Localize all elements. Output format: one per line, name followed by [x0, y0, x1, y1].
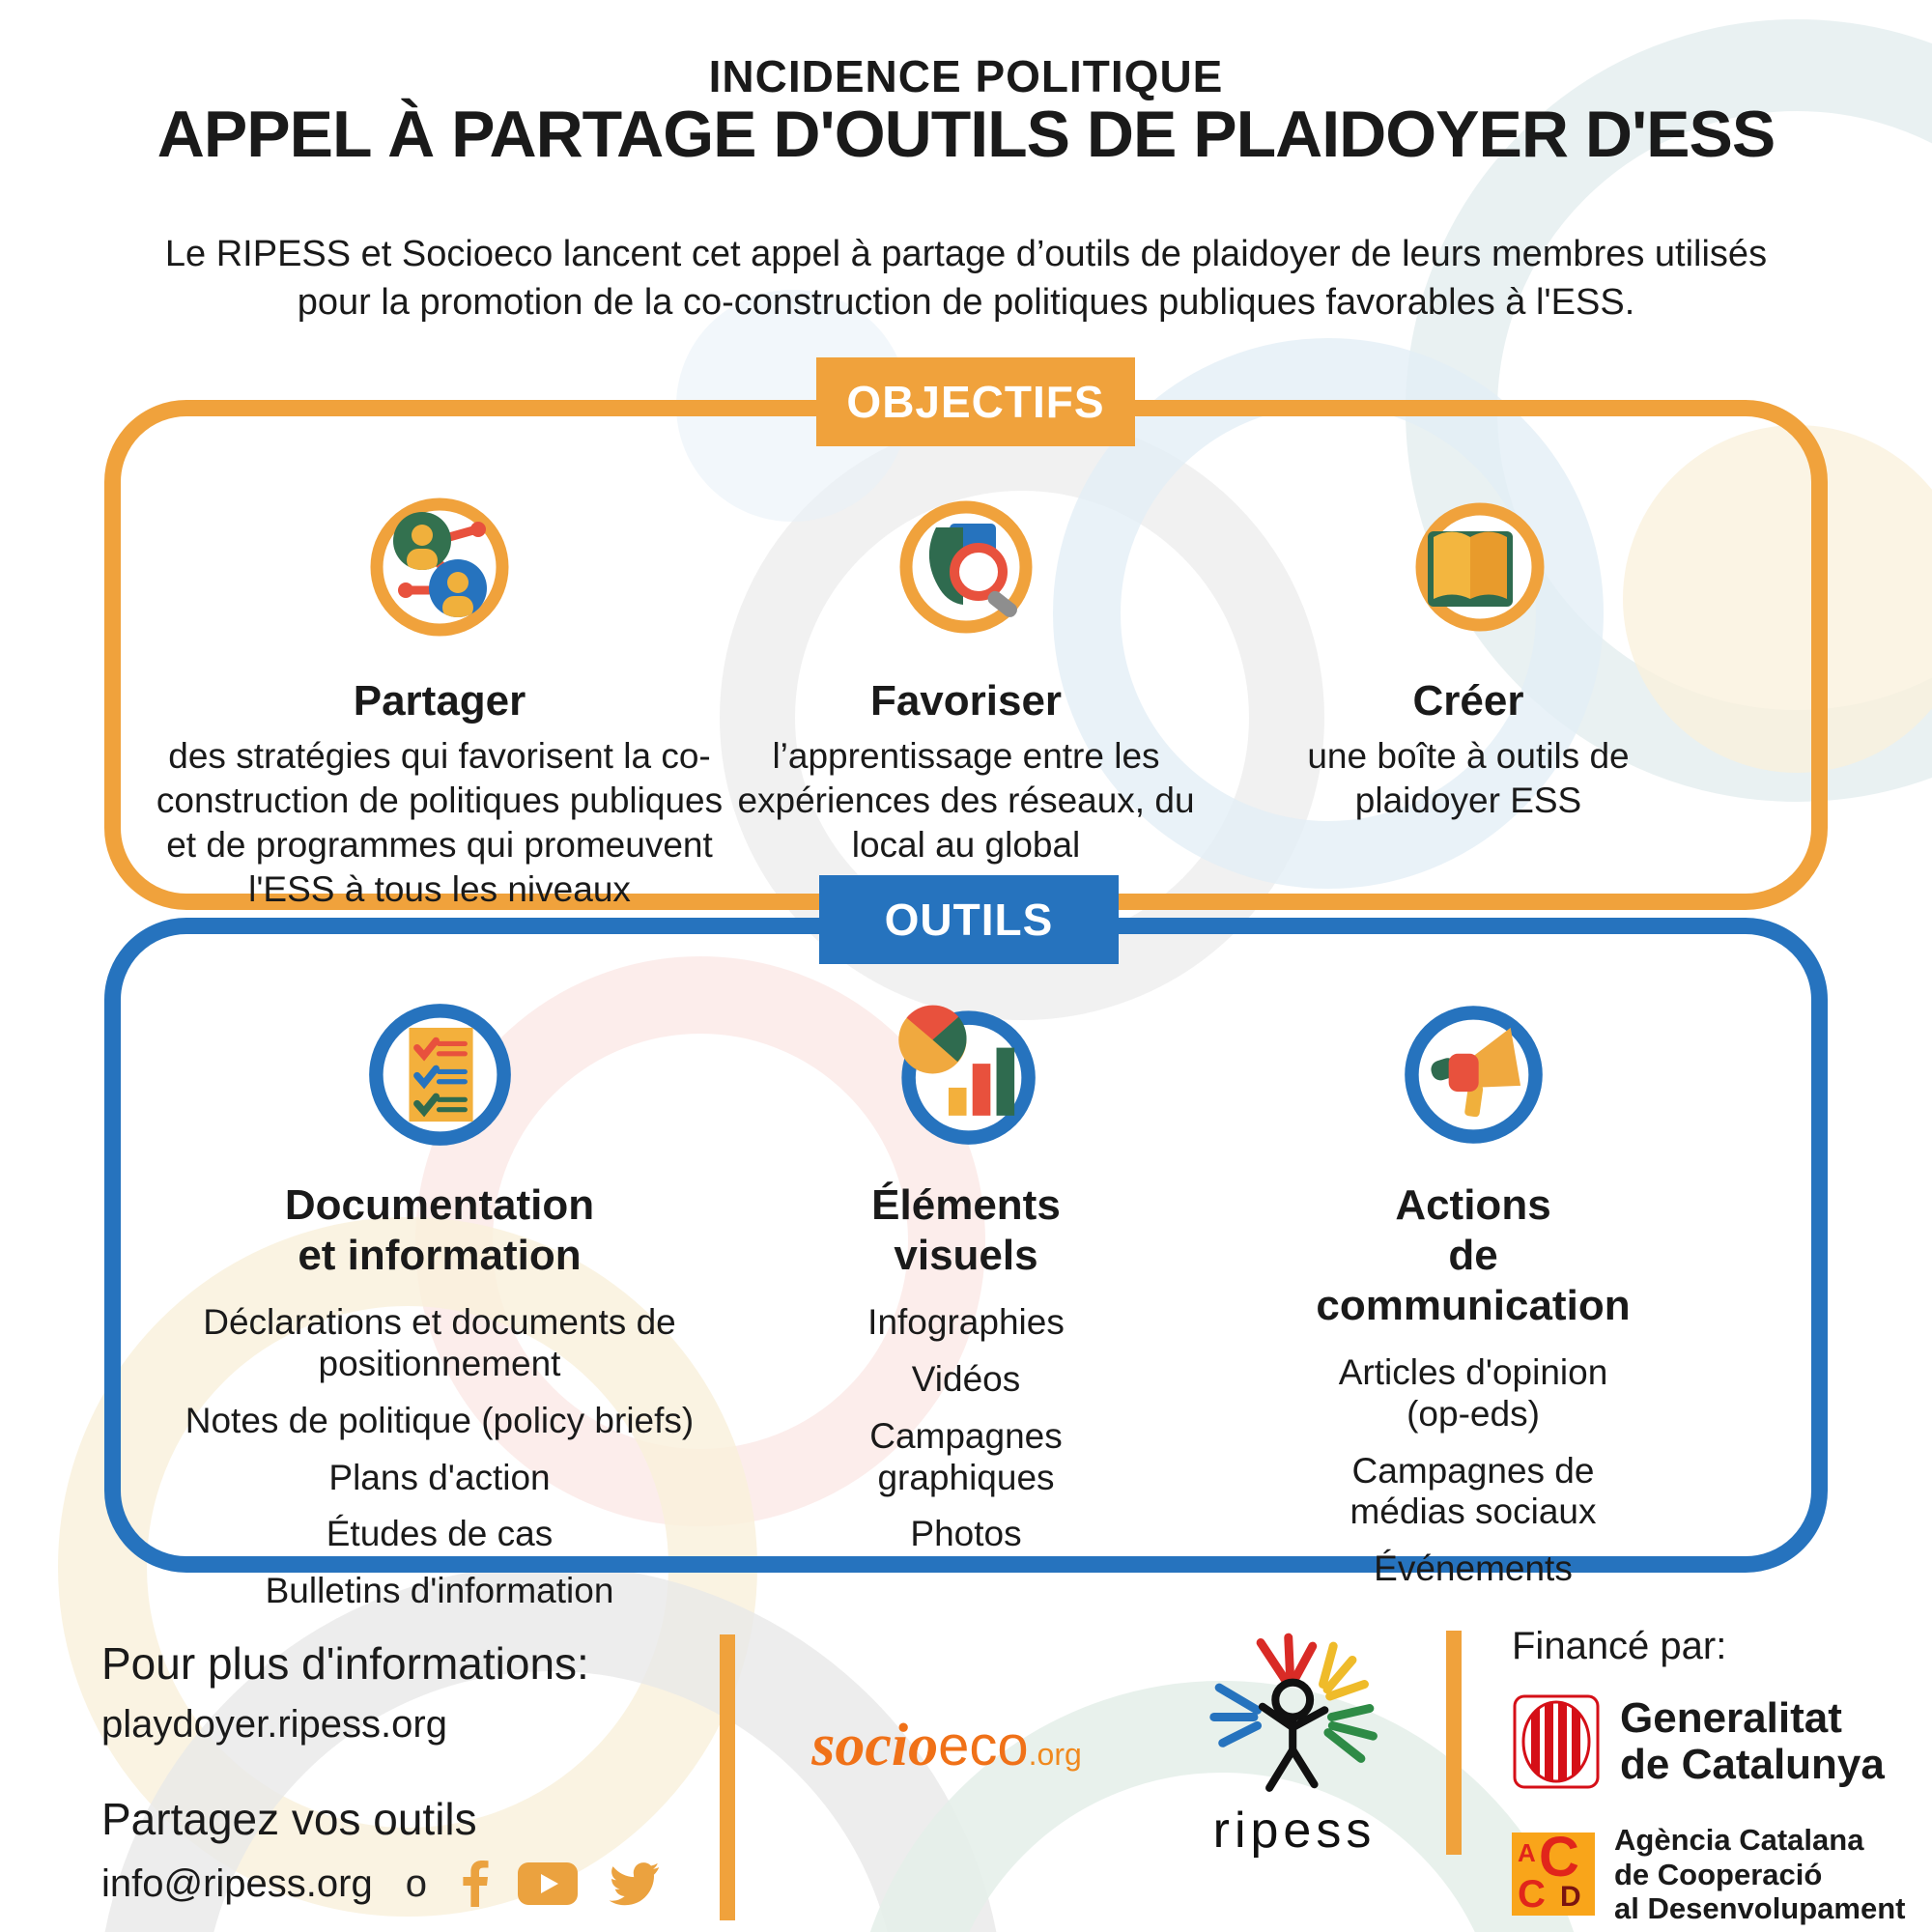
contact-block	[101, 1637, 661, 1907]
email-link[interactable]: info@ripess.org	[101, 1861, 373, 1905]
outil-title-line: Documentation	[284, 1181, 595, 1229]
accd-line: de Cooperació	[1614, 1857, 1823, 1891]
socioeco-tld: .org	[1028, 1737, 1082, 1772]
share-heading: Partagez vos outils	[101, 1794, 477, 1844]
list-item: Articles d'opinion (op-eds)	[1338, 1351, 1608, 1434]
outil-title-line: de communication	[1316, 1231, 1631, 1329]
list-item: Photos	[910, 1514, 1022, 1554]
generalitat-label	[1620, 1695, 1885, 1787]
accd-line: al Desenvolupament	[1614, 1891, 1906, 1926]
objectifs-banner-label: OBJECTIFS	[846, 377, 1105, 427]
outil-title-line: visuels	[894, 1231, 1038, 1279]
outil-title-line: Actions	[1395, 1181, 1551, 1229]
megaphone-icon	[1399, 1000, 1548, 1150]
funders-block	[1512, 1625, 1905, 1926]
outil-actions-communication	[1309, 1180, 1637, 1605]
facebook-icon[interactable]	[460, 1861, 489, 1907]
accd-letter: A	[1518, 1838, 1536, 1868]
accd-letter: C	[1539, 1826, 1579, 1889]
objectif-text: l’apprentissage entre les expériences des réseaux, du local au global	[737, 735, 1195, 865]
generalitat-shield-icon	[1512, 1693, 1601, 1790]
list-item: Vidéos	[911, 1358, 1021, 1399]
accd-letter: C	[1518, 1873, 1546, 1917]
accd-line: Agència Catalana	[1614, 1823, 1864, 1857]
outil-title-line: Éléments	[871, 1181, 1061, 1229]
outils-banner	[819, 875, 1119, 964]
ripess-logo	[1183, 1631, 1406, 1860]
list-item: Plans d'action	[328, 1457, 551, 1497]
list-item: Déclarations et documents de positionnement	[203, 1301, 676, 1383]
objectifs-banner	[816, 357, 1135, 446]
socioeco-name: socio	[811, 1713, 939, 1778]
pie-bar-chart-icon	[891, 1000, 1040, 1150]
list-item: Campagnes de médias sociaux	[1350, 1450, 1597, 1532]
accd-logo	[1512, 1823, 1905, 1926]
open-book-icon	[1401, 495, 1546, 639]
generalitat-line: Generalitat	[1620, 1694, 1842, 1743]
objectif-title: Favoriser	[869, 677, 1063, 724]
ripess-label: ripess	[1212, 1803, 1377, 1859]
outil-elements-visuels	[802, 1180, 1130, 1571]
accd-label	[1614, 1823, 1905, 1926]
page-title: APPEL À PARTAGE D'OUTILS DE PLAIDOYER D'ESS	[156, 98, 1776, 171]
objectif-creer	[1285, 676, 1652, 823]
network-share-icon	[367, 495, 512, 639]
objectif-title: Créer	[1412, 677, 1524, 724]
info-url-link[interactable]: playdoyer.ripess.org	[101, 1703, 447, 1746]
list-item: Événements	[1374, 1548, 1573, 1589]
footer-divider	[1446, 1631, 1462, 1855]
objectif-text: une boîte à outils de plaidoyer ESS	[1307, 735, 1630, 820]
subtitle: Le RIPESS et Socioeco lancent cet appel à partage d’outils de plaidoyer de leurs membres utilisés pour la promotion de la co-construction de politiques publiques favorables à l'ESS.	[164, 234, 1768, 324]
separator-o: o	[405, 1861, 427, 1905]
kicker: INCIDENCE POLITIQUE	[708, 51, 1224, 101]
checklist-icon	[365, 1000, 515, 1150]
twitter-icon[interactable]	[607, 1861, 661, 1906]
list-item: Notes de politique (policy briefs)	[185, 1400, 695, 1440]
outil-title-line: et information	[298, 1231, 582, 1279]
folder-search-icon	[894, 495, 1038, 639]
objectif-partager	[145, 676, 734, 911]
objectif-favoriser	[720, 676, 1212, 867]
funded-heading: Financé par:	[1512, 1625, 1727, 1667]
list-item: Bulletins d'information	[265, 1571, 614, 1611]
socioeco-logo	[763, 1712, 1130, 1780]
list-item: Infographies	[867, 1301, 1065, 1342]
socioeco-suffix: eco	[938, 1715, 1029, 1777]
outil-title	[802, 1180, 1130, 1281]
ripess-figure-icon	[1193, 1631, 1396, 1795]
generalitat-line: de Catalunya	[1620, 1741, 1885, 1788]
accd-letter: D	[1560, 1881, 1581, 1914]
generalitat-logo	[1512, 1693, 1905, 1790]
outil-title	[135, 1180, 744, 1281]
youtube-icon[interactable]	[518, 1862, 578, 1905]
outil-title	[1309, 1180, 1637, 1331]
list-item: Campagnes graphiques	[869, 1415, 1063, 1497]
accd-icon	[1512, 1826, 1595, 1917]
list-item: Études de cas	[326, 1514, 554, 1554]
outil-documentation	[135, 1180, 744, 1628]
footer-divider	[720, 1634, 735, 1920]
outils-banner-label: OUTILS	[884, 895, 1054, 945]
objectif-text: des stratégies qui favorisent la co-construction de politiques publiques et de programmes qui promeuvent l'ESS à tous les niveaux	[156, 735, 724, 909]
info-heading: Pour plus d'informations:	[101, 1638, 589, 1689]
objectif-title: Partager	[353, 677, 526, 724]
